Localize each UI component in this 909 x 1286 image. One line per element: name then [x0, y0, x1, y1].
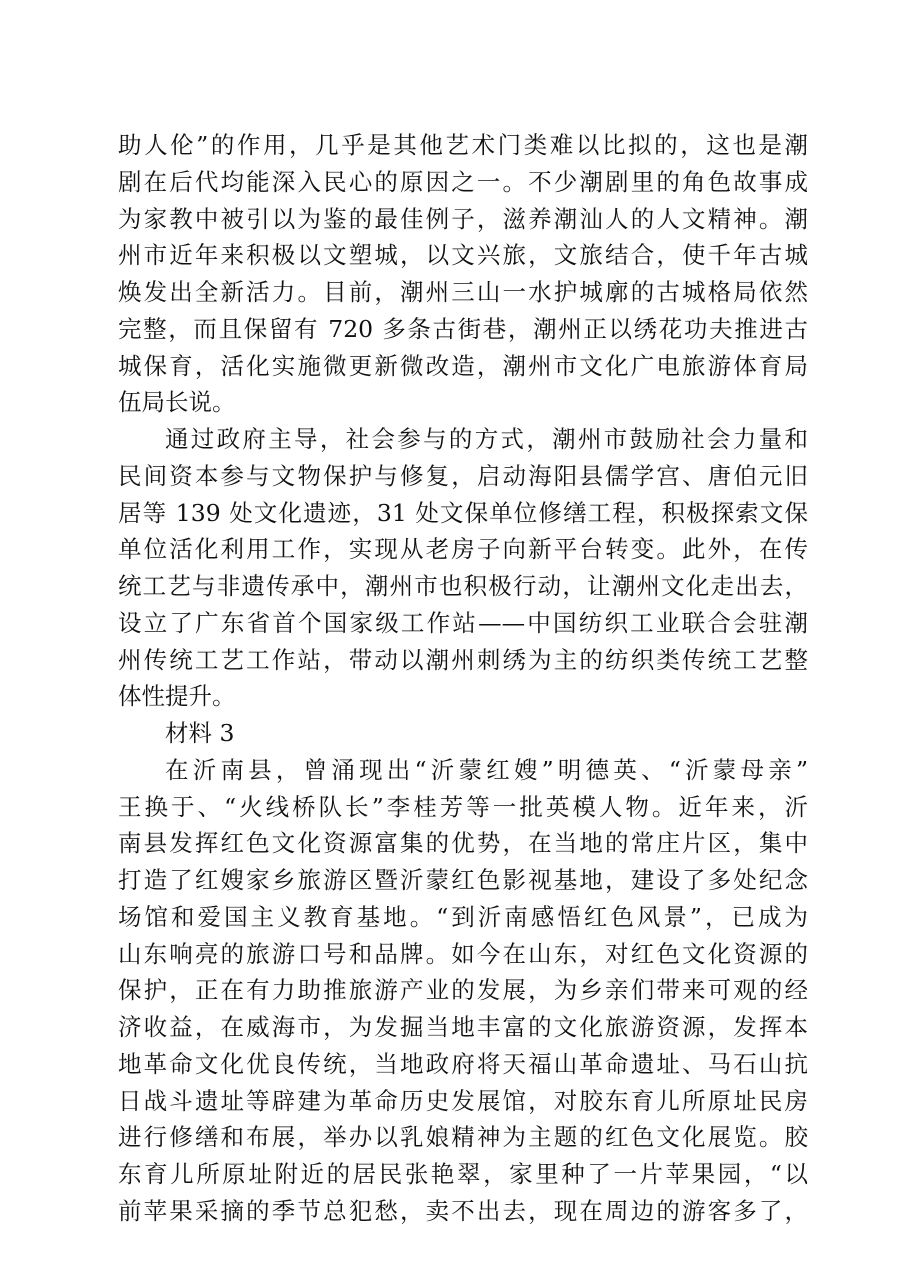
text-line: 日战斗遗址等辟建为革命历史发展馆，对胶东育儿所原址民房 [118, 1086, 808, 1115]
text-line: 城保育，活化实施微更新微改造，潮州市文化广电旅游体育局 [118, 351, 808, 380]
text-line: 助人伦”的作用，几乎是其他艺术门类难以比拟的，这也是潮 [118, 131, 808, 159]
text-line: 通过政府主导，社会参与的方式，潮州市鼓励社会力量和 [165, 425, 808, 453]
text-line: 在沂南县，曾涌现出“沂蒙红嫂”明德英、“沂蒙母亲” [165, 755, 808, 784]
text-line: 州市近年来积极以文塑城，以文兴旅，文旅结合，使千年古城 [118, 241, 808, 270]
text-line: 山东响亮的旅游口号和品牌。如今在山东，对红色文化资源的 [118, 939, 808, 968]
text-line: 单位活化利用工作，实现从老房子向新平台转变。此外，在传 [118, 535, 808, 564]
text-line: 济收益，在威海市，为发掘当地丰富的文化旅游资源，发挥本 [118, 1013, 808, 1041]
text-line: 王换于、“火线桥队长”李桂芳等一批英模人物。近年来，沂 [118, 792, 808, 821]
text-line: 民间资本参与文物保护与修复，启动海阳县儒学宫、唐伯元旧 [118, 461, 808, 490]
text-line: 场馆和爱国主义教育基地。“到沂南感悟红色风景”，已成为 [118, 902, 808, 931]
text-line: 完整，而且保留有 720 多条古街巷，潮州正以绣花功夫推进古 [118, 314, 808, 343]
text-line: 统工艺与非遗传承中，潮州市也积极行动，让潮州文化走出去， [118, 572, 808, 600]
text-line: 设立了广东省首个国家级工作站——中国纺织工业联合会驻潮 [118, 608, 808, 637]
text-line: 打造了红嫂家乡旅游区暨沂蒙红色影视基地，建设了多处纪念 [118, 866, 808, 894]
text-line: 进行修缮和布展，举办以乳娘精神为主题的红色文化展览。胶 [118, 1123, 808, 1152]
text-line: 体性提升。 [118, 682, 236, 711]
body-text [118, 127, 808, 1230]
text-line: 地革命文化优良传统，当地政府将天福山革命遗址、马石山抗 [118, 1049, 808, 1078]
text-line: 南县发挥红色文化资源富集的优势，在当地的常庄片区，集中 [118, 829, 808, 858]
text-line: 州传统工艺工作站，带动以潮州刺绣为主的纺织类传统工艺整 [118, 645, 808, 674]
text-line: 居等 139 处文化遗迹，31 处文保单位修缮工程，积极探索文保 [118, 498, 808, 527]
section-heading: 材料 3 [165, 719, 235, 747]
text-line: 前苹果采摘的季节总犯愁，卖不出去，现在周边的游客多了， [118, 1196, 808, 1225]
text-line: 为家教中被引以为鉴的最佳例子，滋养潮汕人的人文精神。潮 [118, 204, 808, 233]
text-line: 剧在后代均能深入民心的原因之一。不少潮剧里的角色故事成 [118, 167, 808, 196]
text-line: 东育儿所原址附近的居民张艳翠，家里种了一片苹果园，“以 [118, 1160, 808, 1188]
text-line: 保护，正在有力助推旅游产业的发展，为乡亲们带来可观的经 [118, 976, 808, 1005]
text-line: 焕发出全新活力。目前，潮州三山一水护城廓的古城格局依然 [118, 278, 808, 306]
text-line: 伍局长说。 [118, 388, 236, 417]
